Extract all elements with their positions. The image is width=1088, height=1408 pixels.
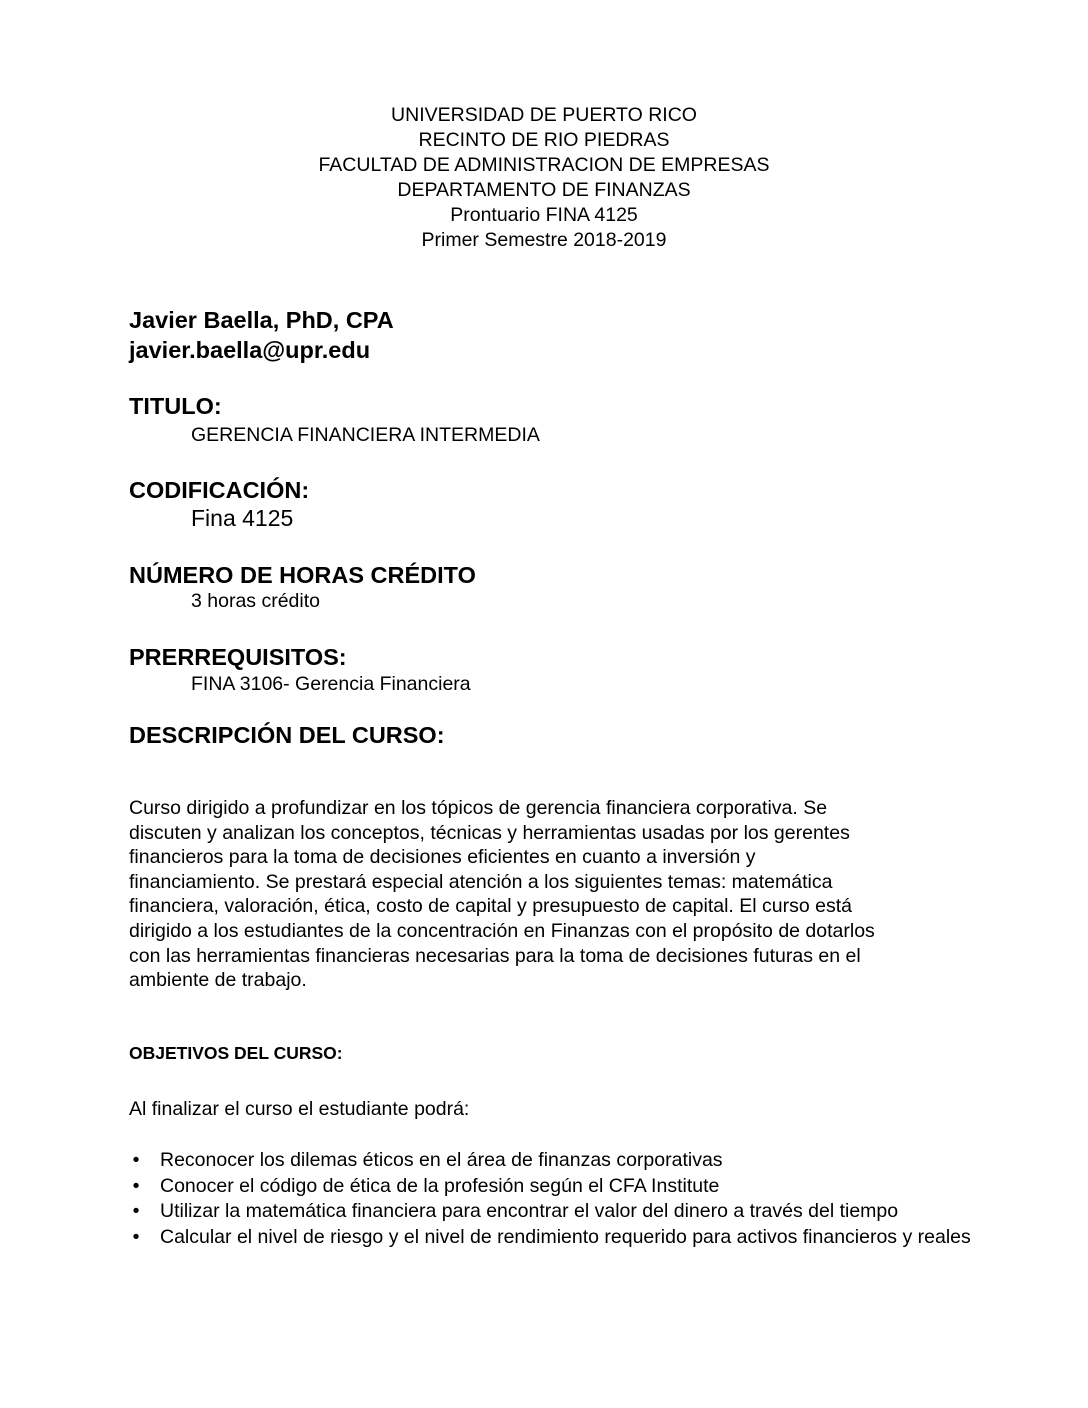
semester: Primer Semestre 2018-2019 (421, 229, 667, 251)
horas-value: 3 horas crédito (191, 590, 320, 612)
codificacion-value: Fina 4125 (191, 505, 294, 531)
list-item (129, 1199, 989, 1225)
descripcion-line: financiamiento. Se prestará especial atención a los siguientes temas: matemática (129, 870, 833, 893)
titulo-value: GERENCIA FINANCIERA INTERMEDIA (191, 424, 540, 446)
bullet-icon: • (132, 1200, 140, 1222)
instructor-name: Javier Baella, PhD, CPA (129, 307, 394, 333)
list-item (129, 1225, 989, 1251)
descripcion-line: con las herramientas financieras necesarias para la toma de decisiones futuras en el (129, 944, 861, 967)
campus-name: RECINTO DE RIO PIEDRAS (418, 129, 670, 151)
list-item (129, 1148, 989, 1174)
instructor-email: javier.baella@upr.edu (129, 337, 371, 363)
descripcion-line: financiera, valoración, ética, costo de capital y presupuesto de capital. El curso está (129, 895, 852, 918)
objective-text: Reconocer los dilemas éticos en el área de finanzas corporativas (160, 1149, 723, 1171)
prerrequisitos-heading: PRERREQUISITOS: (129, 644, 347, 670)
descripcion-line: Curso dirigido a profundizar en los tópicos de gerencia financiera corporativa. Se (129, 797, 828, 819)
descripcion-line: discuten y analizan los conceptos, técnicas y herramientas usadas por los gerentes (129, 821, 850, 844)
list-item (129, 1174, 989, 1200)
bullet-icon: • (132, 1225, 140, 1248)
university-name: UNIVERSIDAD DE PUERTO RICO (391, 104, 697, 126)
horas-heading: NÚMERO DE HORAS CRÉDITO (129, 562, 476, 588)
descripcion-paragraph (129, 796, 979, 993)
syllabus-code: Prontuario FINA 4125 (450, 204, 638, 226)
objetivos-list (129, 1148, 989, 1250)
descripcion-line: ambiente de trabajo. (129, 969, 307, 992)
descripcion-heading: DESCRIPCIÓN DEL CURSO: (129, 722, 445, 748)
objective-text: Calcular el nivel de riesgo y el nivel de rendimiento requerido para activos financieros y reales (160, 1225, 971, 1248)
objetivos-intro: Al finalizar el curso el estudiante podrá: (129, 1098, 470, 1120)
document-header (0, 103, 1088, 253)
objetivos-heading: OBJETIVOS DEL CURSO: (129, 1043, 343, 1063)
bullet-icon: • (132, 1174, 140, 1197)
objective-text: Conocer el código de ética de la profesión según el CFA Institute (160, 1174, 720, 1197)
bullet-icon: • (132, 1149, 140, 1171)
prerrequisitos-value: FINA 3106- Gerencia Financiera (191, 673, 471, 695)
department-name: DEPARTAMENTO DE FINANZAS (397, 179, 691, 201)
descripcion-line: financieros para la toma de decisiones eficientes en cuanto a inversión y (129, 846, 756, 869)
descripcion-line: dirigido a los estudiantes de la concentración en Finanzas con el propósito de dotarlos (129, 919, 875, 942)
objective-text: Utilizar la matemática financiera para encontrar el valor del dinero a través del tiempo (160, 1200, 899, 1222)
faculty-name: FACULTAD DE ADMINISTRACION DE EMPRESAS (318, 154, 770, 176)
codificacion-heading: CODIFICACIÓN: (129, 477, 310, 503)
titulo-heading: TITULO: (129, 393, 222, 419)
